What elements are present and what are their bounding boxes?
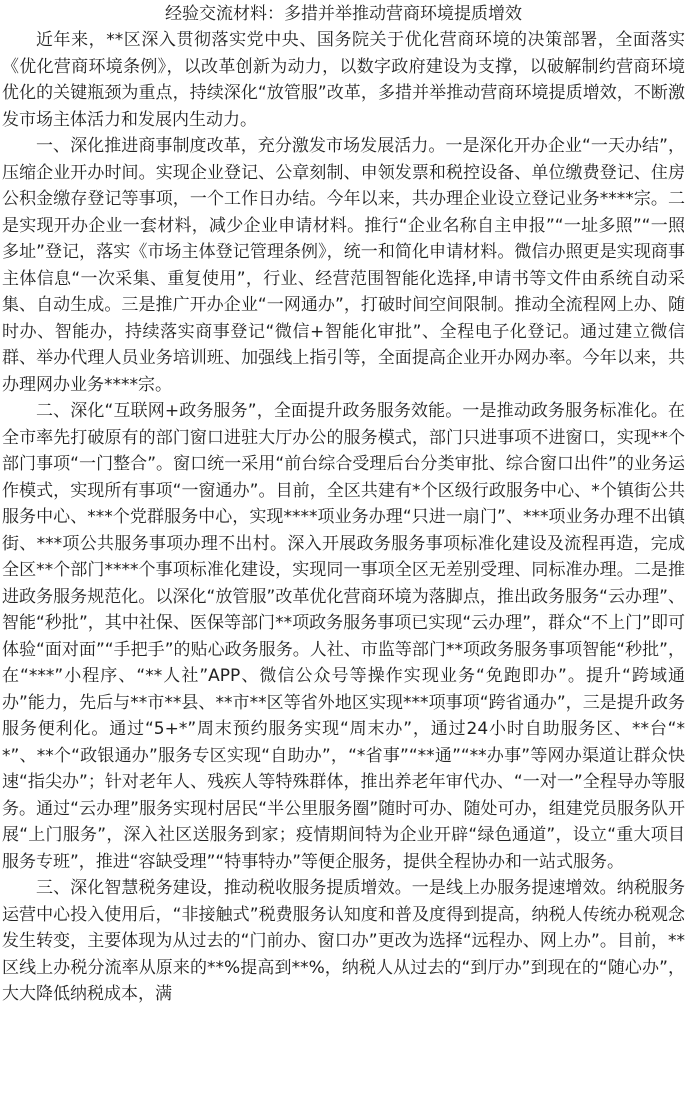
paragraph-intro: 近年来，**区深入贯彻落实党中央、国务院关于优化营商环境的决策部署，全面落实《优化营商环境条例》，以改革创新为动力，以数字政府建设为支撑，以破解制约营商环境优化的关键瓶颈为重点，持续深化“放管服”改革，多措并举推动营商环境提质增效，不断激发市场主体活力和发展内生动力。 — [2, 30, 685, 130]
paragraph-section-2: 二、深化“互联网+政务服务”，全面提升政务服务效能。一是推动政务服务标准化。在全市率先打破原有的部门窗口进驻大厅办公的服务模式，部门只进事项不进窗口，实现**个部门事项“一门整合”。窗口统一采用“前台综合受理后台分类审批、综合窗口出件”的业务运作模式，实现所有事项“一窗通办”。目前，全区共建有*个区级行政服务中心、*个镇街公共服务中心、***个党群服务中心，实现****项业务办理“只进一扇门”、***项业务办理不出镇街、***项公共服务事项办理不出村。深入开展政务服务事项标准化建设及流程再造，完成全区**个部门****个事项标准化建设，实现同一事项全区无差别受理、同标准办理。二是推进政务服务规范化。以深化“放管服”改革优化营商环境为落脚点，推出政务服务“云办理”、智能“秒批”，其中社保、医保等部门**项政务服务事项已实现“云办理”，群众“不上门”即可体验“面对面”“手把手”的贴心政务服务。人社、市监等部门**项政务服务事项智能“秒批”，在“***”小程序、“**人社”APP、微信公众号等操作实现业务“免跑即办”。提升“跨域通办”能力，先后与**市**县、**市**区等省外地区实现***项事项“跨省通办”，三是提升政务服务便利化。通过“5+*”周末预约服务实现“周末办”，通过24小时自助服务区、**台“**”、**个“政银通办”服务专区实现“自助办”，“*省事”“**通”“**办事”等网办渠道让群众快速“指尖办”；针对老年人、残疾人等特殊群体，推出养老年审代办、“一对一”全程导办等服务。通过“云办理”服务实现村居民“半公里服务圈”随时可办、随处可办，组建党员服务队开展“上门服务”，深入社区送服务到家；疫情期间特为企业开辟“绿色通道”，设立“重大项目服务专班”，推进“容缺受理”“特事特办”等便企服务，提供全程协办和一站式服务。 — [2, 401, 685, 872]
paragraph-section-1: 一、深化推进商事制度改革，充分激发市场发展活力。一是深化开办企业“一天办结”，压缩企业开办时间。实现企业登记、公章刻制、申领发票和税控设备、单位缴费登记、住房公积金缴存登记等事项，一个工作日办结。今年以来，共办理企业设立登记业务****宗。二是实现开办企业一套材料，减少企业申请材料。推行“企业名称自主申报”“一址多照”“一照多址”登记，落实《市场主体登记管理条例》，统一和简化申请材料。微信办照更是实现商事主体信息“一次采集、重复使用”，行业、经营范围智能化选择,申请书等文件由系统自动采集、自动生成。三是推广开办企业“一网通办”，打破时间空间限制。推动全流程网上办、随时办、智能办，持续落实商事登记“微信+智能化审批”、全程电子化登记。通过建立微信群、举办代理人员业务培训班、加强线上指引等，全面提高企业开办网办率。今年以来，共办理网办业务****宗。 — [2, 136, 685, 395]
document-title: 经验交流材料：多措并举推动营商环境提质增效 — [165, 4, 522, 24]
paragraph-section-3: 三、深化智慧税务建设，推动税收服务提质增效。一是线上办服务提速增效。纳税服务运营中心投入使用后，“非接触式”税费服务认知度和普及度得到提高，纳税人传统办税观念发生转变，主要体现为从过去的“门前办、窗口办”更改为选择“远程办、网上办”。目前，**区线上办税分流率从原来的**%提高到**%，纳税人从过去的“到厅办”到现在的“随心办”，大大降低纳税成本，满 — [2, 878, 685, 1004]
